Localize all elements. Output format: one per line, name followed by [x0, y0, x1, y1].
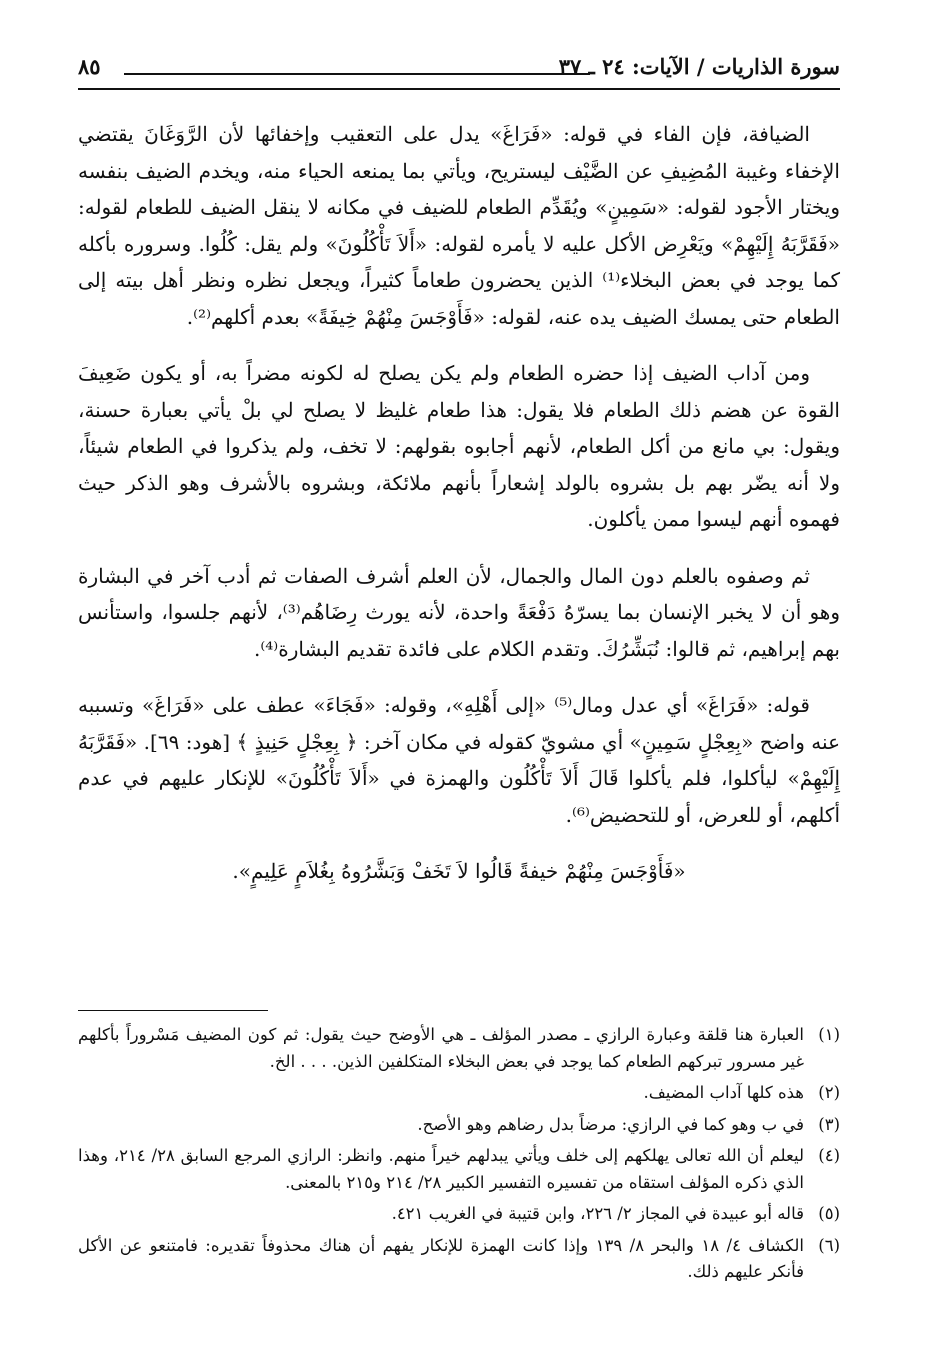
- paragraph: ومن آداب الضيف إذا حضره الطعام ولم يكن يصلح له لكونه مضراً به، أو يكون ضَعِيفَ القوة عن هضم ذلك الطعام فلا يقول: هذا طعام غليظ لا يصلح لي بلْ يأتي بعبارة حسنة، ويقول: بي مانع من أكل الطعام، لأنهم أجابوه بقولهم: لا تخف، ولم يذكروا في الطعام شيئاً، ولا أنه يضّر بهم بل بشروه بالولد إشعاراً بأنهم ملائكة، وبشروه بالأشرف وهو الذكر حيث فهموه أنهم ليسوا ممن يأكلون.: [78, 361, 840, 531]
- footnote-separator: [78, 1010, 268, 1011]
- footnote: [78, 1201, 840, 1228]
- footnote: [78, 1143, 840, 1196]
- footnote: [78, 1080, 840, 1107]
- footnote-number: (٢): [818, 1083, 840, 1102]
- footnote-text: العبارة هنا قلقة وعبارة الرازي ـ مصدر المؤلف ـ هي الأوضح حيث يقول: ثم كون المضيف مَسْروراً بأكلهم غير مسرور تبركهم الطعام كما يوجد في بعض البخلاء المتكلفين الذين. . . . الخ.: [78, 1025, 804, 1071]
- footnote-text: ليعلم أن الله تعالى يهلكهم إلى خلف ويأتي يبدلهم خيراً منهم. وانظر: الرازي المرجع السابق ٢٨/ ٢١٤، وهذا الذي ذكره المؤلف استقاه من تفسيره التفسير الكبير ٢٨/ ٢١٤ و٢١٥ بالمعنى.: [78, 1146, 804, 1192]
- quranic-verse: «فَأَوْجَسَ مِنْهُمْ خيفةً قَالُوا لاَ تَخَفْ وَبَشَّرُوهُ بِغُلاَمٍ عَلِيمٍ».: [232, 859, 686, 883]
- main-text: [78, 116, 840, 910]
- footnote-number: (٣): [818, 1114, 840, 1134]
- footnote-number: (٦): [818, 1235, 840, 1255]
- page-header: [78, 50, 840, 82]
- paragraph: ثم وصفوه بالعلم دون المال والجمال، لأن العلم أشرف الصفات ثم أدب آخر في البشارة وهو أن لا يخبر الإنسان بما يسرّهُ دَفْعَةً واحدة، لأنه يورث رِضَاهُم⁽³⁾، لأنهم جلسوا، واستأنس بهم إبراهيم، ثم قالوا: نُبَشِّرُكَ. وتقدم الكلام على فائدة تقديم البشارة⁽⁴⁾.: [78, 563, 840, 661]
- footnote-text: هذه كلها آداب المضيف.: [643, 1083, 804, 1102]
- footnotes: [78, 1022, 840, 1291]
- footnote-text: الكشاف ٤/ ١٨ والبحر ٨/ ١٣٩ وإذا كانت الهمزة للإنكار يفهم أن هناك محذوفاً تقديره: فامتنعو عن الأكل فأنكر عليهم ذلك.: [78, 1235, 804, 1281]
- running-title: سورة الذاريات / الآيات: ٢٤ ـ ٣٧: [558, 54, 840, 79]
- paragraph: الضيافة، فإن الفاء في قوله: «فَرَاغَ» يدل على التعقيب وإخفائها لأن الرَّوَغَانَ يقتضي الإخفاء وغيبة المُضِيفِ عن الضَّيْف ليستريح، ويأتي بما يمنعه الحياء منه، ويخدم الضيف بنفسه ويختار الأجود لقوله: «سَمِينٍ» ويُقَدِّم الطعام للضيف في مكانه لا ينقل الضيف للطعام لقوله: «فَقَرَّبَهُ إِلَيْهِمْ» ويَعْرِض الأكل عليه لا يأمره لقوله: «أَلاَ تَأْكُلُونَ» ولم يقل: كُلُوا. وسروره بأكله كما يوجد في بعض البخلاء⁽¹⁾ الذين يحضرون طعاماً كثيراً، ويجعل نظره ونظر أهل بيته إلى الطعام حتى يمسك الضيف يده عنه، لقوله: «فَأَوْجَسَ مِنْهُمْ خِيفَةً» بعدم أكلهم⁽²⁾.: [78, 122, 840, 329]
- header-divider: [78, 88, 840, 90]
- header-rule: [124, 73, 590, 75]
- footnote-text: قاله أبو عبيدة في المجاز ٢/ ٢٢٦، وابن قتيبة في الغريب ٤٢١.: [391, 1204, 804, 1223]
- paragraph: قوله: «فَرَاغَ» أي عدل ومال⁽⁵⁾ «إلى أَهْلِهِ»، وقوله: «فَجَاءَ» عطف على «فَرَاغَ» وتسببه عنه واضح «بِعِجْلٍ سَمِينٍ» أي مشويّ كقوله في مكان آخر: ﴿ بِعِجْلٍ حَنِيذٍ ﴾ [هود: ٦٩]. «فَقَرَّبَهُ إِلَيْهِمْ» ليأكلوا، فلم يأكلوا قَالَ أَلاَ تَأْكُلُون والهمزة في «أَلاَ تَأْكُلُونَ» للإنكار عليهم في عدم أكلهم، أو للعرض، أو للتحضيض⁽⁶⁾.: [78, 693, 840, 827]
- footnote: [78, 1233, 840, 1286]
- footnote: [78, 1022, 840, 1075]
- page-number: ٨٥: [78, 54, 101, 79]
- footnote-number: (٥): [818, 1204, 840, 1223]
- book-page: [78, 50, 840, 1281]
- footnote: [78, 1112, 840, 1139]
- footnote-number: (١): [818, 1025, 840, 1044]
- footnote-text: في ب وهو كما في الرازي: مرضاً بدل رضاهم وهو الأصح.: [417, 1114, 804, 1134]
- footnote-number: (٤): [818, 1146, 840, 1165]
